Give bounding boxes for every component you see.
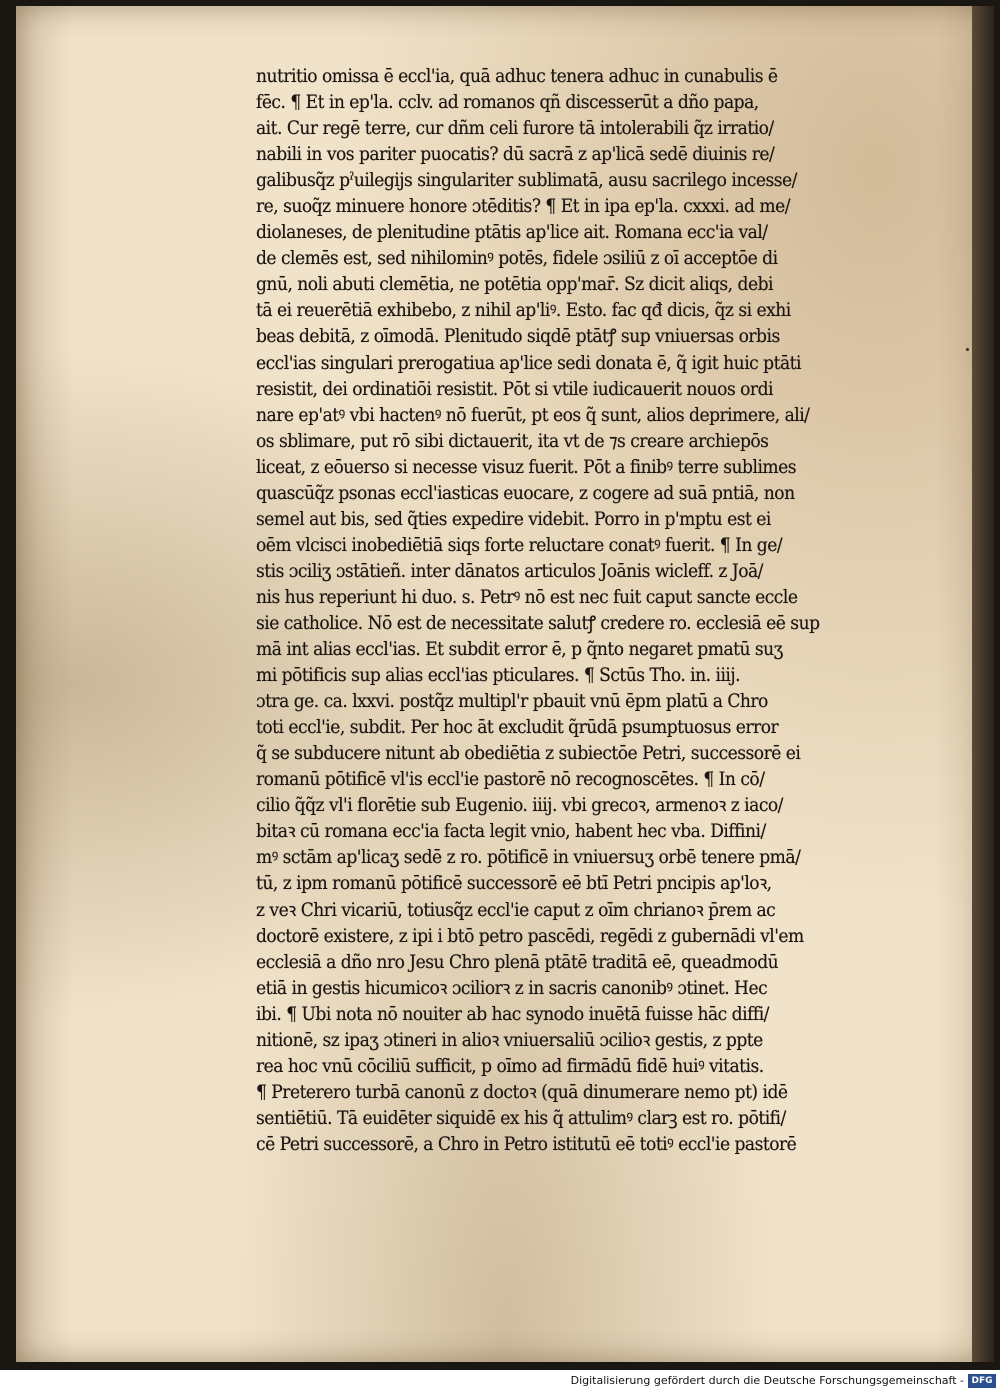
text-line: diolaneses, de plenitudine ptātis ap'lice ait. Romana ecc'ia val/ (256, 222, 768, 244)
text-line: nutritio omissa ē eccl'ia, quā adhuc tenera adhuc in cunabulis ē (256, 66, 778, 87)
text-line: beas debitā, z oīmodā. Plenitudo siqdē ptātꝭ sup vniuersas orbis (256, 326, 780, 348)
text-line: romanū pōtificē vl'is eccl'ie pastorē nō recognoscētes. ¶ In cō/ (256, 769, 765, 791)
text-line: ibi. ¶ Ubi nota nō nouiter ab hac synodo inuētā fuisse hāc diffi/ (256, 1003, 769, 1025)
text-line: oēm vlcisci inobediētiā siqs forte reluctare conatꝰ fuerit. ¶ In ge/ (256, 534, 783, 556)
text-block (256, 64, 916, 1158)
text-line: galibusq̃z pˀuilegijs singulariter sublimatā, ausu sacrilego incesse/ (256, 170, 797, 192)
text-line: mi pōtificis sup alias eccl'ias pticulares. ¶ Sctūs Tho. in. iiij. (256, 665, 741, 687)
footer-bar (0, 1370, 1000, 1393)
text-line: os sblimare, put rō sibi dictauerit, ita vt de ⁊s creare archiepōs (256, 430, 769, 452)
text-line: resistit, dei ordinatiōi resistit. Pōt si vtile iudicauerit nouos ordi (256, 378, 773, 400)
text-line: eccl'ias singulari prerogatiua ap'lice sedi donata ē, q̃ igit huic ptāti (256, 352, 801, 374)
text-line: ecclesiā a dño nro Jesu Chro plenā ptātē traditā eē, queadmodū (256, 951, 779, 973)
text-line: mꝰ sctām ap'licaʒ sedē z ro. pōtificē in vniuersuʒ orbē tenere pmā/ (256, 847, 801, 869)
text-line: ¶ Preterero turbā canonū z doctoꝛ (quā dinumerare nemo pt) idē (256, 1081, 788, 1103)
text-line: gnū, noli abuti clemētia, ne potētia opp'mar̄. Sz dicit aliqs, debi (256, 274, 773, 296)
funding-credit: Digitalisierung gefördert durch die Deutsche Forschungsgemeinschaft - (570, 1374, 964, 1387)
text-line: semel aut bis, sed q̃ties expedire videbit. Porro in p'mptu est ei (256, 508, 771, 530)
text-line: de clemēs est, sed nihilominꝰ potēs, fidele ɔsiliū z oī acceptōe di (256, 248, 778, 270)
text-line: nitionē, sz ipaʒ ɔtineri in alioꝛ vniuersaliū ɔcilioꝛ gestis, z ppte (256, 1029, 763, 1051)
text-line: etiā in gestis hicumicoꝛ ɔciliorꝛ z in sacris canonibꝰ ɔtinet. Hec (256, 977, 768, 999)
text-line: z veꝛ Chri vicariū, totiusq̃z eccl'ie caput z oīm chrianoꝛ p̄rem ac (256, 899, 776, 921)
text-line: stis ɔciliʒ ɔstātieñ. inter dānatos articulos Joānis wicleff. z Joā/ (256, 560, 763, 582)
text-line: cē Petri successorē, a Chro in Petro istitutū eē totiꝰ eccl'ie pastorē (256, 1133, 797, 1155)
text-line: sentiētiū. Tā euidēter siquidē ex his q̃ attulimꝰ clarꝫ est ro. pōtifi/ (256, 1107, 786, 1129)
text-line: liceat, z eōuerso si necesse visuz fuerit. Pōt a finibꝰ terre sublimes (256, 456, 796, 478)
text-line: re, suoq̃z minuere honore ɔtēditis? ¶ Et in ipa ep'la. cxxxi. ad me/ (256, 196, 790, 218)
text-line: quascūq̃z psonas eccl'iasticas euocare, z cogere ad suā pntiā, non (256, 482, 795, 504)
text-line: nare ep'atꝰ vbi hactenꝰ nō fuerūt, pt eos q̃ sunt, alios deprimere, ali/ (256, 404, 810, 426)
text-line: nis hus reperiunt hi duo. s. Petrꝰ nō est nec fuit caput sancte eccle (256, 586, 798, 608)
text-line: ait. Cur regē terre, cur dñm celi furore tā intolerabili q̃z irratio/ (256, 118, 774, 140)
text-line: tā ei reuerētiā exhibebo, z nihil ap'liꝰ. Esto. fac qđ dicis, q̃z si exhi (256, 300, 791, 322)
text-line: cilio q̃q̃z vl'i florētie sub Eugenio. iiij. vbi grecoꝛ, armenoꝛ z iaco/ (256, 795, 783, 817)
page-gutter (972, 6, 994, 1362)
text-line: fēc. ¶ Et in ep'la. cclv. ad romanos qñ discesserūt a dño papa, (256, 92, 759, 114)
text-line: nabili in vos pariter puocatis? dū sacrā z ap'licā sedē diuinis re/ (256, 144, 775, 166)
text-line: q̃ se subducere nitunt ab obediētia z subiectōe Petri, successorē ei (256, 743, 801, 765)
text-line: bitaꝛ cū romana ecc'ia facta legit vnio, habent hec vba. Diffini/ (256, 821, 766, 843)
dfg-logo: DFG (968, 1374, 996, 1388)
text-line: rea hoc vnū cōciliū sufficit, p oīmo ad firmādū fidē huiꝰ vitatis. (256, 1055, 764, 1077)
text-line: mā int alias eccl'ias. Et subdit error ē, p q̃nto negaret pmatū suʒ (256, 639, 783, 661)
text-line: toti eccl'ie, subdit. Per hoc āt excludit q̃rūdā psumptuosus error (256, 717, 779, 739)
text-line: sie catholice. Nō est de necessitate salutꝭ credere ro. ecclesiā eē sup (256, 612, 820, 634)
text-line: ɔtra ge. ca. lxxvi. postq̃z multipl'r pbauit vnū ēpm platū a Chro (256, 691, 768, 713)
ink-speck (966, 348, 969, 351)
text-line: doctorē existere, z ipi i btō petro pascēdi, regēdi z gubernādi vl'em (256, 925, 804, 947)
text-line: tū, z ipm romanū pōtificē successorē eē btī Petri pncipis ap'loꝛ, (256, 873, 772, 895)
